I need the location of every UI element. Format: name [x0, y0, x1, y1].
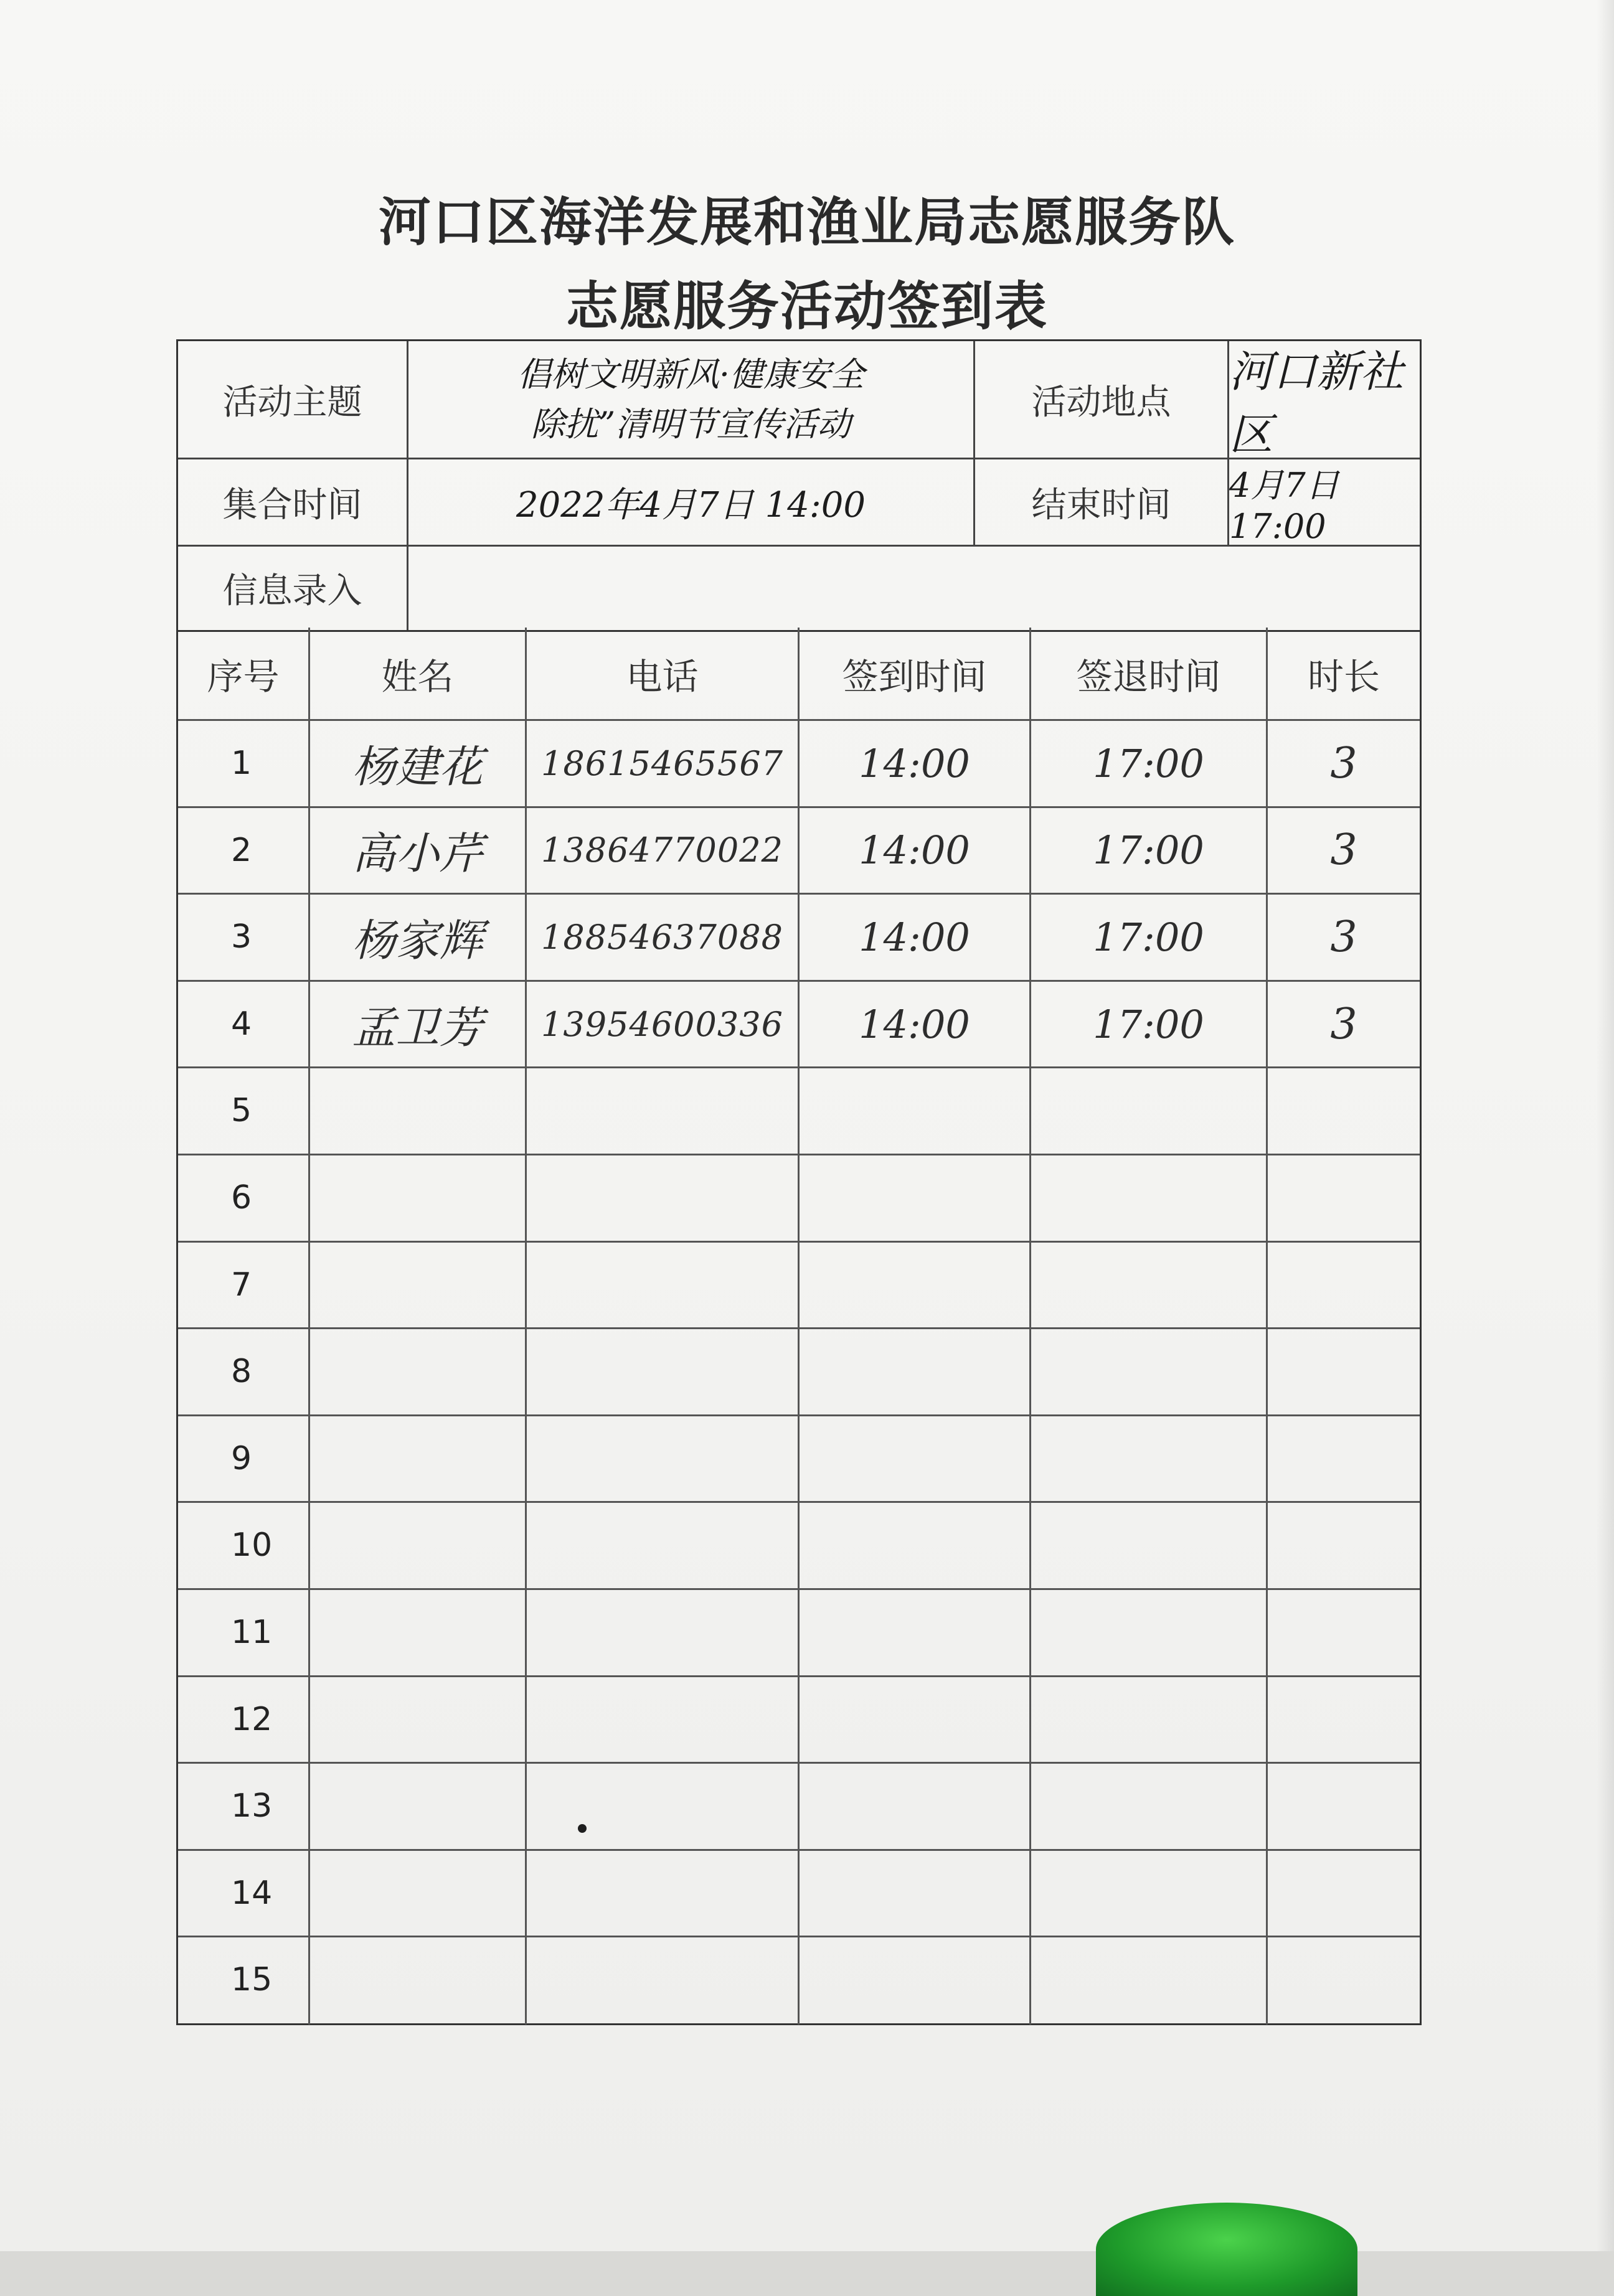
- row-4-sign-out-time: 17:00: [1031, 982, 1268, 1069]
- row-11-index: 11: [178, 1590, 310, 1677]
- info-record-label: 信息录入: [178, 547, 408, 630]
- row-13-index: 13: [178, 1764, 310, 1851]
- row-9-index: 9: [178, 1416, 310, 1503]
- row-3-phone: 18854637088: [527, 895, 800, 982]
- row-5-duration: [1268, 1068, 1420, 1155]
- row-11-sign-out-time: [1031, 1590, 1268, 1677]
- row-11-phone: [527, 1590, 800, 1677]
- topic-value-line1: 倡树文明新风·健康安全: [517, 354, 865, 394]
- location-label: 活动地点: [975, 341, 1229, 459]
- end-time-value: 4月7日 17:00: [1229, 459, 1420, 547]
- row-8-name: [310, 1329, 527, 1416]
- end-time-label: 结束时间: [975, 459, 1229, 547]
- row-6-sign-out-time: [1031, 1155, 1268, 1243]
- row-15-sign-in-time: [800, 1937, 1031, 2025]
- row-2-sign-out-time: 17:00: [1031, 808, 1268, 895]
- topic-value-line2: 除扰”清明节宣传活动: [531, 404, 851, 444]
- row-12-name: [310, 1677, 527, 1764]
- row-5-sign-out-time: [1031, 1068, 1268, 1155]
- row-1-name: 杨建花: [310, 721, 527, 808]
- row-2-phone: 13864770022: [527, 808, 800, 895]
- row-14-name: [310, 1851, 527, 1938]
- row-12-sign-in-time: [800, 1677, 1031, 1764]
- row-8-sign-in-time: [800, 1329, 1031, 1416]
- row-13-sign-out-time: [1031, 1764, 1268, 1851]
- row-8-duration: [1268, 1329, 1420, 1416]
- row-7-duration: [1268, 1243, 1420, 1330]
- row-4-index: 4: [178, 982, 310, 1069]
- row-1-index: 1: [178, 721, 310, 808]
- row-3-duration: 3: [1268, 895, 1420, 982]
- row-7-phone: [527, 1243, 800, 1330]
- header-phone: 电话: [527, 628, 800, 721]
- row-4-duration: 3: [1268, 982, 1420, 1069]
- row-15-sign-out-time: [1031, 1937, 1268, 2025]
- row-11-name: [310, 1590, 527, 1677]
- row-8-sign-out-time: [1031, 1329, 1268, 1416]
- row-6-name: [310, 1155, 527, 1243]
- row-5-name: [310, 1068, 527, 1155]
- row-4-name: 孟卫芳: [310, 982, 527, 1069]
- row-12-phone: [527, 1677, 800, 1764]
- row-10-index: 10: [178, 1503, 310, 1590]
- row-13-name: [310, 1764, 527, 1851]
- row-8-index: 8: [178, 1329, 310, 1416]
- row-9-sign-out-time: [1031, 1416, 1268, 1503]
- row-15-index: 15: [178, 1937, 310, 2025]
- row-7-index: 7: [178, 1243, 310, 1330]
- row-11-sign-in-time: [800, 1590, 1031, 1677]
- row-9-duration: [1268, 1416, 1420, 1503]
- row-4-phone: 13954600336: [527, 982, 800, 1069]
- row-1-sign-out-time: 17:00: [1031, 721, 1268, 808]
- info-record-value: [408, 547, 1420, 630]
- pen-mark: [578, 1824, 587, 1833]
- topic-label: 活动主题: [178, 341, 408, 459]
- row-14-sign-in-time: [800, 1851, 1031, 1938]
- row-1-duration: 3: [1268, 721, 1420, 808]
- row-13-duration: [1268, 1764, 1420, 1851]
- row-10-phone: [527, 1503, 800, 1590]
- header-sign-out-time: 签退时间: [1031, 628, 1268, 721]
- row-12-duration: [1268, 1677, 1420, 1764]
- header-sign-in-time: 签到时间: [800, 628, 1031, 721]
- row-1-phone: 18615465567: [527, 721, 800, 808]
- row-14-sign-out-time: [1031, 1851, 1268, 1938]
- header-name: 姓名: [310, 628, 527, 721]
- row-9-phone: [527, 1416, 800, 1503]
- row-5-phone: [527, 1068, 800, 1155]
- green-object-bottom: [1096, 2203, 1357, 2296]
- row-8-phone: [527, 1329, 800, 1416]
- row-1-sign-in-time: 14:00: [800, 721, 1031, 808]
- row-6-phone: [527, 1155, 800, 1243]
- header-duration: 时长: [1268, 628, 1420, 721]
- activity-info-table: [176, 339, 1422, 632]
- document-title: 河口区海洋发展和渔业局志愿服务队: [378, 192, 1235, 253]
- row-6-duration: [1268, 1155, 1420, 1243]
- row-11-duration: [1268, 1590, 1420, 1677]
- row-6-sign-in-time: [800, 1155, 1031, 1243]
- row-5-sign-in-time: [800, 1068, 1031, 1155]
- header-index: 序号: [178, 628, 310, 721]
- row-2-name: 高小芹: [310, 808, 527, 895]
- row-9-sign-in-time: [800, 1416, 1031, 1503]
- document-subtitle: 志愿服务活动签到表: [565, 276, 1048, 337]
- location-value: 河口新社区: [1229, 341, 1420, 459]
- row-10-sign-out-time: [1031, 1503, 1268, 1590]
- row-10-name: [310, 1503, 527, 1590]
- row-7-name: [310, 1243, 527, 1330]
- assemble-time-label: 集合时间: [178, 459, 408, 547]
- row-12-index: 12: [178, 1677, 310, 1764]
- sign-in-roster-table: [176, 628, 1422, 2025]
- row-12-sign-out-time: [1031, 1677, 1268, 1764]
- row-3-sign-in-time: 14:00: [800, 895, 1031, 982]
- row-7-sign-in-time: [800, 1243, 1031, 1330]
- row-13-sign-in-time: [800, 1764, 1031, 1851]
- row-15-name: [310, 1937, 527, 2025]
- row-13-phone: [527, 1764, 800, 1851]
- row-15-phone: [527, 1937, 800, 2025]
- row-15-duration: [1268, 1937, 1420, 2025]
- row-6-index: 6: [178, 1155, 310, 1243]
- row-7-sign-out-time: [1031, 1243, 1268, 1330]
- row-4-sign-in-time: 14:00: [800, 982, 1031, 1069]
- row-3-name: 杨家辉: [310, 895, 527, 982]
- row-2-index: 2: [178, 808, 310, 895]
- row-3-sign-out-time: 17:00: [1031, 895, 1268, 982]
- row-10-sign-in-time: [800, 1503, 1031, 1590]
- row-9-name: [310, 1416, 527, 1503]
- row-2-sign-in-time: 14:00: [800, 808, 1031, 895]
- row-14-index: 14: [178, 1851, 310, 1938]
- row-2-duration: 3: [1268, 808, 1420, 895]
- row-14-phone: [527, 1851, 800, 1938]
- row-5-index: 5: [178, 1068, 310, 1155]
- topic-value: [408, 341, 975, 459]
- row-14-duration: [1268, 1851, 1420, 1938]
- assemble-time-value: 2022年4月7日 14:00: [408, 459, 975, 547]
- row-3-index: 3: [178, 895, 310, 982]
- row-10-duration: [1268, 1503, 1420, 1590]
